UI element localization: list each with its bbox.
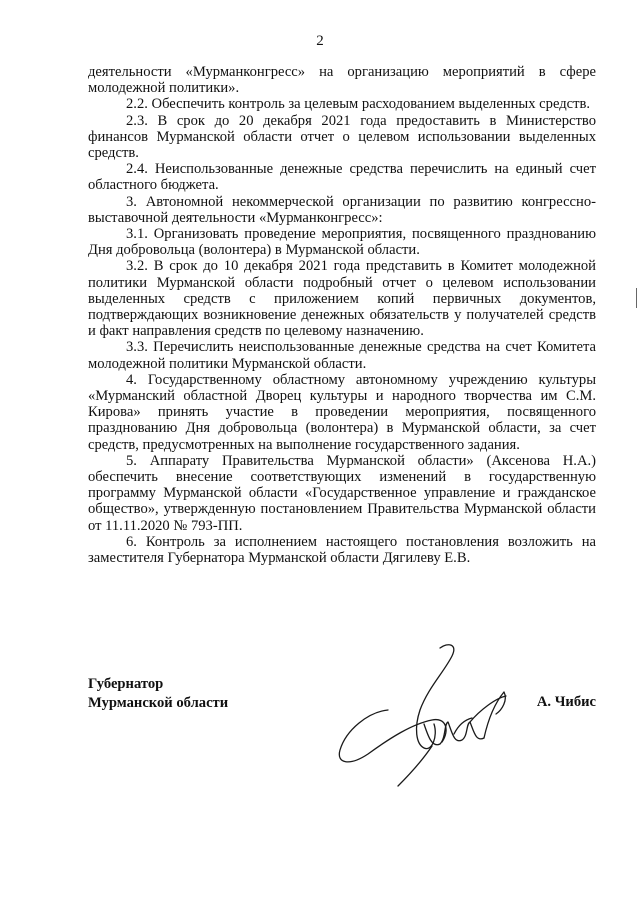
- paragraph-3: 3. Автономной некоммерческой организации по развитию конгрессно-выставочной деятельности «Мурманконгресс»:: [88, 193, 596, 226]
- scan-edge-mark: [636, 288, 637, 308]
- paragraph-continuation: деятельности «Мурманконгресс» на организацию мероприятий в сфере молодежной политики».: [88, 64, 596, 97]
- paragraph-3-3: 3.3. Перечислить неиспользованные денежные средства на счет Комитета молодежной политики Мурманской области.: [88, 339, 596, 372]
- paragraph-3-1: 3.1. Организовать проведение мероприятия, посвященного празднованию Дня добровольца (волонтера) в Мурманской области.: [88, 226, 596, 259]
- page-number: 2: [316, 33, 324, 49]
- paragraph-6: 6. Контроль за исполнением настоящего постановления возложить на заместителя Губернатора Мурманской области Дягилеву Е.В.: [88, 533, 596, 567]
- paragraph-2-2: 2.2. Обеспечить контроль за целевым расходованием выделенных средств.: [126, 96, 591, 113]
- paragraph-2-3: 2.3. В срок до 20 декабря 2021 года предоставить в Министерство финансов Мурманской области отчет о целевом использовании выделенных средств.: [88, 112, 596, 162]
- paragraph-5: 5. Аппарату Правительства Мурманской области» (Аксенова Н.А.) обеспечить внесение соответствующих изменений в государственную программу Мурманской области «Государственное управление и гражданское общество», утвержденную постановлением Правительства Мурманской области от 11.11.2020 № 793-ПП.: [88, 452, 596, 534]
- signatory-title-line2: Мурманской области: [88, 695, 229, 711]
- paragraph-3-2: 3.2. В срок до 10 декабря 2021 года представить в Комитет молодежной политики Мурманской области подробный отчет о целевом использовании выделенных средств с приложением копий первичных документов, подтверждающих возникновение денежных обязательств у получателей средств и факт направления средств по целевому назначению.: [88, 258, 596, 340]
- signature-block: [88, 675, 596, 795]
- paragraph-2-4: 2.4. Неиспользованные денежные средства перечислить на единый счет областного бюджета.: [88, 161, 596, 194]
- signatory-title: [88, 675, 228, 713]
- document-body: [88, 64, 596, 566]
- signatory-title-line1: Губернатор: [88, 676, 164, 692]
- signatory-name: А. Чибис: [536, 694, 596, 710]
- handwritten-signature: [328, 640, 538, 790]
- paragraph-4: 4. Государственному областному автономному учреждению культуры «Мурманский областной Дворец культуры и народного творчества им С.М. Кирова» принять участие в проведении мероприятия, посвященного празднованию Дня добровольца (волонтера) в Мурманской области, за счет средств, предусмотренных на выполнение государственного задания.: [88, 371, 596, 453]
